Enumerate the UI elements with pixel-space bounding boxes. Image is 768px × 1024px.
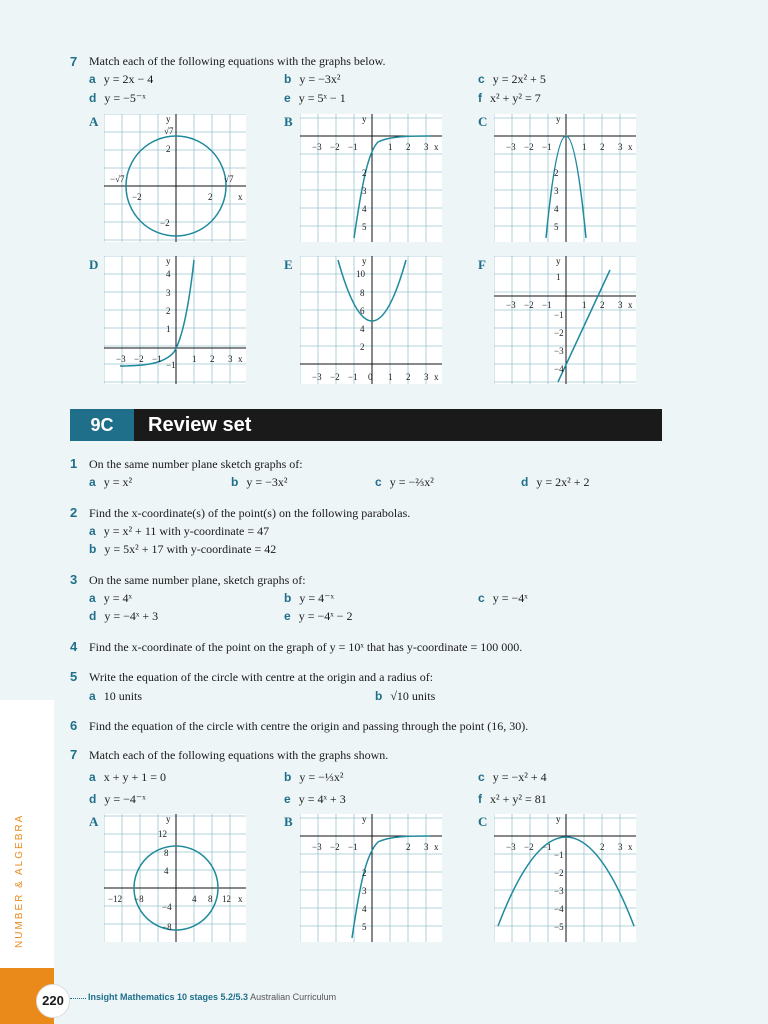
- tick-label: −3: [312, 372, 322, 382]
- tick-label: −4: [554, 364, 564, 374]
- tick-label: −8: [162, 922, 172, 932]
- option: a y = x² + 11 with y-coordinate = 47: [89, 524, 270, 538]
- tick-label: −3: [312, 842, 322, 852]
- question-text: Match each of the following equations with the graphs below.: [89, 54, 386, 68]
- tick-label: −2: [132, 192, 142, 202]
- option: d y = −5⁻ˣ: [89, 91, 146, 105]
- tick-label: −1: [542, 842, 552, 852]
- tick-label: 3: [618, 142, 623, 152]
- option: b y = −3x²: [231, 475, 288, 489]
- tick-label: −3: [554, 346, 564, 356]
- option: a x + y + 1 = 0: [89, 770, 166, 784]
- tick-label: 6: [360, 306, 365, 316]
- tick-label: −3: [554, 886, 564, 896]
- axis-label-x: x: [628, 300, 633, 310]
- graph-label: A: [89, 814, 99, 829]
- question-text: Find the x-coordinate(s) of the point(s) on the following parabolas.: [89, 506, 411, 520]
- tick-label: −4: [554, 904, 564, 914]
- curriculum-label: Australian Curriculum: [250, 992, 337, 1002]
- tick-label: −1: [542, 300, 552, 310]
- graph-label: C: [478, 114, 488, 129]
- axis-label-x: x: [238, 354, 243, 364]
- tick-label: −4: [162, 902, 172, 912]
- tick-label: 4: [360, 324, 365, 334]
- tick-label: 12: [158, 829, 167, 839]
- option: b y = −3x²: [284, 72, 341, 86]
- axis-label-y: y: [166, 256, 171, 266]
- footer-dots: [0, 998, 34, 999]
- option: a y = 2x − 4: [89, 72, 154, 86]
- tick-label: 2: [166, 144, 171, 154]
- axis-label-y: y: [556, 114, 561, 124]
- tick-label: 8: [164, 848, 169, 858]
- graph-label: B: [284, 814, 293, 829]
- tick-label: 0: [368, 372, 373, 382]
- tick-label: 1: [556, 272, 561, 282]
- option: b y = 4⁻ˣ: [284, 591, 334, 605]
- book-title: Insight Mathematics 10 stages 5.2/5.3: [88, 992, 249, 1002]
- tick-label: −8: [134, 894, 144, 904]
- tick-label: −2: [330, 842, 340, 852]
- option: e y = −4ˣ − 2: [284, 609, 353, 623]
- tick-label: 4: [164, 866, 169, 876]
- tick-label: 1: [582, 142, 587, 152]
- option: a y = 4ˣ: [89, 591, 132, 605]
- tick-label: −2: [524, 142, 534, 152]
- question-text: Find the x-coordinate of the point on the graph of y = 10ˣ that has y-coordinate = 100 000.: [89, 640, 523, 654]
- tick-label: −1: [348, 842, 358, 852]
- tick-label: 2: [210, 354, 215, 364]
- tick-label: −2: [160, 218, 170, 228]
- tick-label: 5: [554, 222, 559, 232]
- tick-label: −5: [554, 922, 564, 932]
- question-number: 5: [70, 669, 78, 684]
- tick-label: 3: [362, 886, 367, 896]
- graph-e: [300, 256, 442, 384]
- strand-label: NUMBER & ALGEBRA: [14, 813, 25, 948]
- tick-label: −1: [554, 850, 564, 860]
- tick-label: −1: [348, 142, 358, 152]
- tick-label: 3: [618, 842, 623, 852]
- tick-label: 2: [362, 168, 367, 178]
- page-number: 220: [36, 984, 70, 1018]
- question-text: On the same number plane, sketch graphs of:: [89, 573, 306, 587]
- review-graph-c: [494, 814, 636, 942]
- tick-label: 1: [192, 354, 197, 364]
- tick-label: 2: [600, 142, 605, 152]
- graph-label: D: [89, 257, 99, 272]
- question-number: 2: [70, 505, 78, 520]
- option: f x² + y² = 81: [478, 792, 547, 806]
- tick-label: −3: [506, 142, 516, 152]
- tick-label: −2: [330, 372, 340, 382]
- tick-label: −2: [554, 868, 564, 878]
- tick-label: 8: [208, 894, 213, 904]
- tick-label: 3: [618, 300, 623, 310]
- tick-label: √7: [164, 126, 174, 136]
- tick-label: 3: [424, 842, 429, 852]
- tick-label: 3: [228, 354, 233, 364]
- graph-label: F: [478, 257, 486, 272]
- tick-label: 5: [362, 222, 367, 232]
- option: c y = −⅔x²: [375, 475, 434, 489]
- axis-label-x: x: [434, 842, 439, 852]
- tick-label: 2: [166, 306, 171, 316]
- tick-label: −2: [524, 842, 534, 852]
- tick-label: 1: [166, 324, 171, 334]
- option: b y = 5x² + 17 with y-coordinate = 42: [89, 542, 277, 556]
- tick-label: 1: [388, 372, 393, 382]
- section-banner: [70, 409, 662, 441]
- axis-label-y: y: [362, 256, 367, 266]
- question-text: Write the equation of the circle with centre at the origin and a radius of:: [89, 670, 434, 684]
- tick-label: −3: [506, 842, 516, 852]
- tick-label: 3: [554, 186, 559, 196]
- question-number: 7: [70, 747, 78, 762]
- tick-label: 5: [362, 922, 367, 932]
- tick-label: √7: [224, 174, 234, 184]
- tick-label: 2: [600, 842, 605, 852]
- option: e y = 4ˣ + 3: [284, 792, 346, 806]
- option: f x² + y² = 7: [478, 91, 541, 105]
- tick-label: −3: [116, 354, 126, 364]
- option: b √10 units: [375, 689, 436, 703]
- axis-label-y: y: [166, 114, 171, 124]
- tick-label: 4: [362, 904, 367, 914]
- axis-label-x: x: [238, 894, 243, 904]
- tick-label: −1: [542, 142, 552, 152]
- question-number: 4: [70, 639, 78, 654]
- section-code: 9C: [70, 409, 134, 441]
- tick-label: −1: [166, 360, 176, 370]
- option: a 10 units: [89, 689, 143, 703]
- tick-label: 4: [166, 269, 171, 279]
- axis-label-y: y: [362, 114, 367, 124]
- graph-d: [104, 256, 246, 384]
- axis-label-y: y: [556, 814, 561, 824]
- tick-label: 4: [554, 204, 559, 214]
- tick-label: −2: [134, 354, 144, 364]
- tick-label: 2: [208, 192, 213, 202]
- tick-label: 3: [362, 186, 367, 196]
- axis-label-y: y: [556, 256, 561, 266]
- option: e y = 5ˣ − 1: [284, 91, 346, 105]
- graph-label: C: [478, 814, 488, 829]
- tick-label: 3: [424, 372, 429, 382]
- graph-label: B: [284, 114, 293, 129]
- footer: [88, 992, 336, 1002]
- tick-label: −2: [330, 142, 340, 152]
- tick-label: 4: [192, 894, 197, 904]
- tick-label: −1: [348, 372, 358, 382]
- option: d y = 2x² + 2: [521, 475, 590, 489]
- option: c y = −x² + 4: [478, 770, 547, 784]
- tick-label: 1: [388, 142, 393, 152]
- tick-label: 2: [600, 300, 605, 310]
- axis-label-x: x: [434, 142, 439, 152]
- tick-label: 1: [582, 300, 587, 310]
- section-title: Review set: [148, 414, 252, 436]
- tick-label: 10: [356, 269, 365, 279]
- tick-label: −3: [506, 300, 516, 310]
- axis-label-x: x: [628, 142, 633, 152]
- question-text: Find the equation of the circle with centre the origin and passing through the point (16, 30).: [89, 719, 529, 733]
- axis-label-x: x: [628, 842, 633, 852]
- axis-label-x: x: [434, 372, 439, 382]
- graph-label: E: [284, 257, 293, 272]
- tick-label: 2: [406, 142, 411, 152]
- axis-label-y: y: [362, 814, 367, 824]
- tick-label: −√7: [110, 174, 125, 184]
- tick-label: −12: [108, 894, 123, 904]
- option: c y = −4ˣ: [478, 591, 528, 605]
- question-number: 1: [70, 456, 78, 471]
- graph-c: [494, 114, 636, 242]
- tick-label: 4: [362, 204, 367, 214]
- tick-label: −2: [524, 300, 534, 310]
- option: a y = x²: [89, 475, 133, 489]
- tick-label: 2: [406, 842, 411, 852]
- option: c y = 2x² + 5: [478, 72, 546, 86]
- question-number: 7: [70, 54, 78, 69]
- axis-label-x: x: [238, 192, 243, 202]
- option: b y = −⅓x²: [284, 770, 344, 784]
- option: d y = −4⁻ˣ: [89, 792, 146, 806]
- question-text: Match each of the following equations with the graphs shown.: [89, 748, 389, 762]
- tick-label: 2: [554, 168, 559, 178]
- tick-label: 8: [360, 288, 365, 298]
- tick-label: 3: [424, 142, 429, 152]
- question-number: 3: [70, 572, 78, 587]
- question-text: On the same number plane sketch graphs of:: [89, 457, 303, 471]
- tick-label: −1: [152, 354, 162, 364]
- graph-a-circle: [104, 114, 246, 242]
- tick-label: 2: [362, 868, 367, 878]
- axis-label-y: y: [166, 814, 171, 824]
- tick-label: −3: [312, 142, 322, 152]
- review-graph-b: [300, 814, 442, 942]
- footer-rule: [70, 998, 86, 999]
- graph-label: A: [89, 114, 99, 129]
- tick-label: 12: [222, 894, 231, 904]
- option: d y = −4ˣ + 3: [89, 609, 159, 623]
- tick-label: 2: [406, 372, 411, 382]
- graph-f: [494, 256, 636, 384]
- question-number: 6: [70, 718, 78, 733]
- tick-label: 2: [360, 342, 365, 352]
- graph-b: [300, 114, 442, 242]
- tick-label: 3: [166, 288, 171, 298]
- tick-label: −2: [554, 328, 564, 338]
- tick-label: −1: [554, 310, 564, 320]
- review-graph-a-circle: [104, 814, 246, 942]
